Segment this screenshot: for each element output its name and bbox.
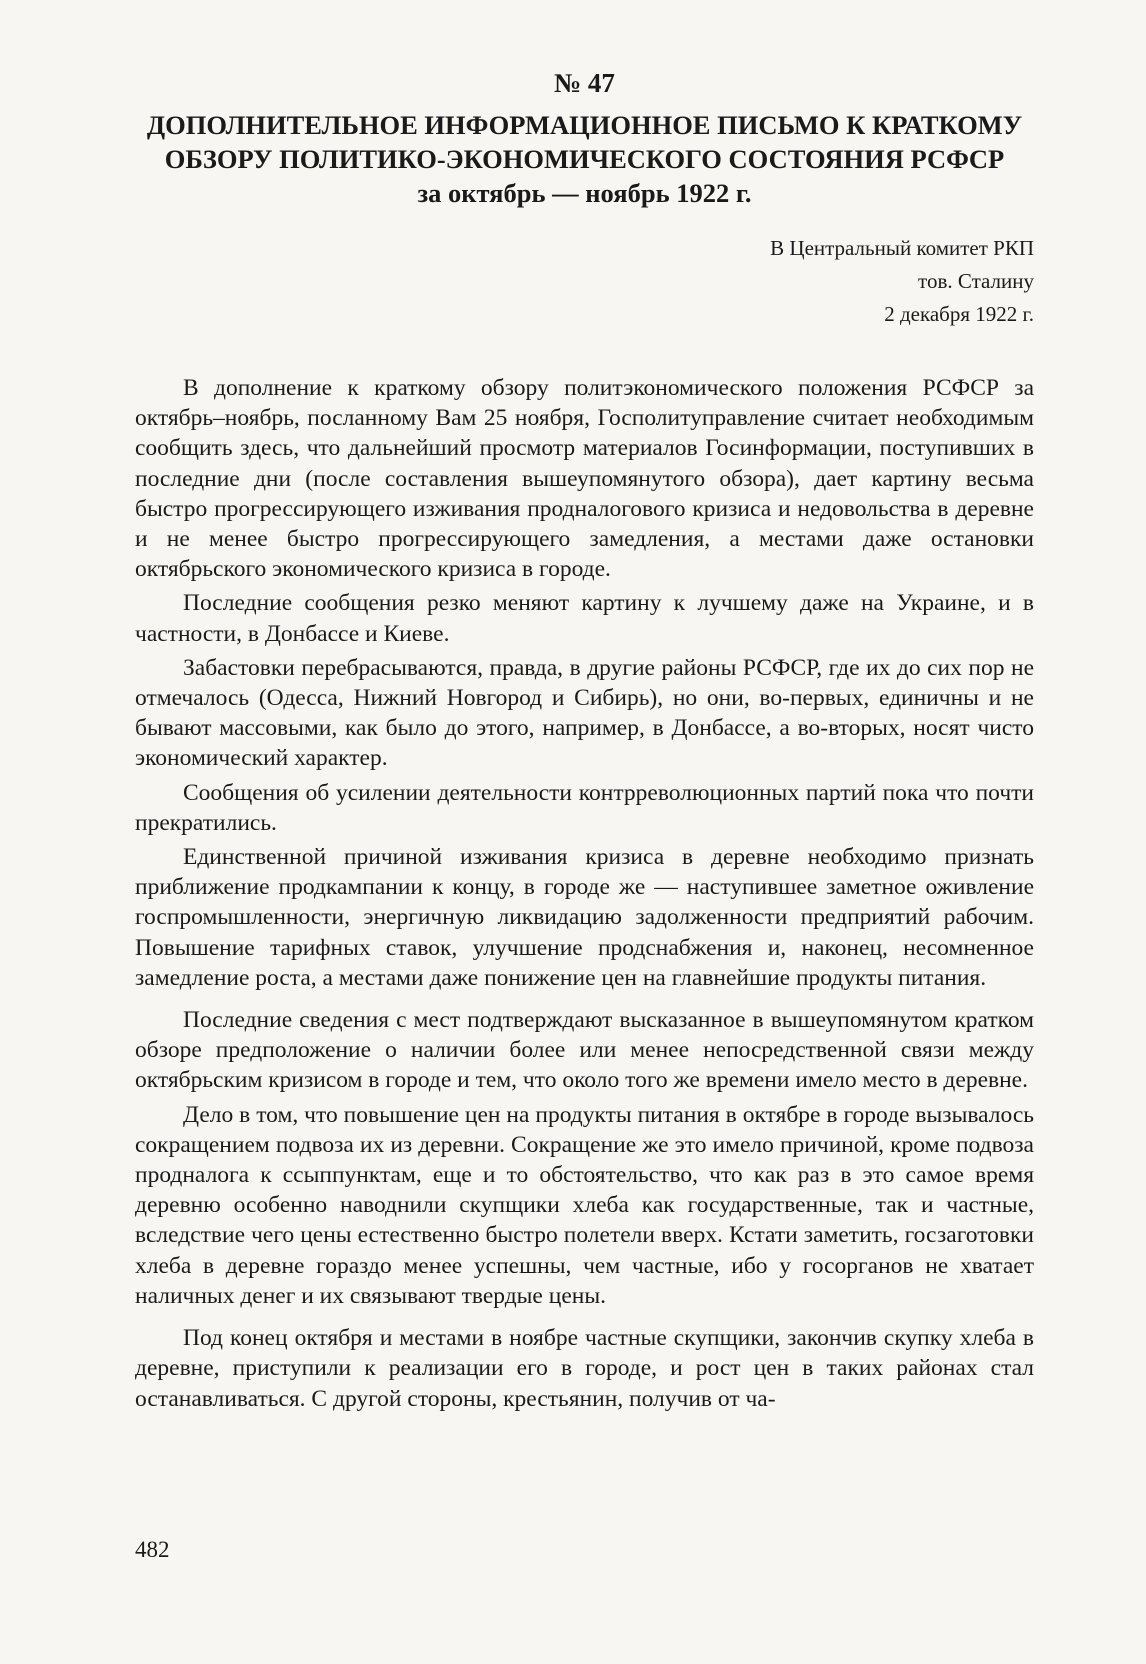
paragraph: В дополнение к краткому обзору политэкономического положения РСФСР за октябрь–ноябрь, посланному Вам 25 ноября, Госполитуправление считает необходимым сообщить здесь, что дальнейший просмотр материалов Госинформации, поступивших в последние дни (после составления вышеупомянутого обзора), дает картину весьма быстро прогрессирующего изживания продналогового кризиса и недовольства в деревне и не менее быстро прогрессирующего замедления, а местами даже остановки октябрьского экономического кризиса в городе.	[135, 375, 1034, 583]
title-line: ОБЗОРУ ПОЛИТИКО-ЭКОНОМИЧЕСКОГО СОСТОЯНИЯ РСФСР	[164, 144, 1005, 174]
document-date: 2 декабря 1922 г.	[884, 302, 1034, 326]
paragraph: Дело в том, что повышение цен на продукты питания в октябре в городе вызывалось сокращением подвоза их из деревни. Сокращение же это имело причиной, кроме подвоза продналога к ссыппунктам, еще и то обстоятельство, что как раз в это самое время деревню особенно наводнили скупщики хлеба как государственные, так и частные, вследствие чего цены естественно быстро полетели вверх. Кстати заметить, госзаготовки хлеба в деревне гораздо менее успешны, чем частные, ибо у госорганов не хватает наличных денег и их связывают твердые цены.	[135, 1101, 1034, 1309]
paragraph: Сообщения об усилении деятельности контрреволюционных партий пока что почти прекратились.	[135, 779, 1034, 836]
body-text	[135, 373, 1034, 1414]
paragraph: Под конец октября и местами в ноябре частные скупщики, закончив скупку хлеба в деревне, приступили к реализации его в городе, и рост цен в таких районах стал останавливаться. С другой стороны, крестьянин, получив от ча-	[135, 1325, 1034, 1412]
title-line: ДОПОЛНИТЕЛЬНОЕ ИНФОРМАЦИОННОЕ ПИСЬМО К КРАТКОМУ	[146, 110, 1023, 140]
addressee-recipient: В Центральный комитет РКП	[770, 236, 1034, 260]
document-title	[135, 108, 1034, 210]
addressee-person: тов. Сталину	[918, 269, 1034, 293]
title-line: за октябрь — ноябрь 1922 г.	[417, 178, 752, 208]
addressee-block	[135, 232, 1034, 331]
document-number: № 47	[554, 68, 615, 98]
paragraph: Единственной причиной изживания кризиса в деревне необходимо признать приближение продкампании к концу, в городе же — наступившее заметное оживление госпромышленности, энергичную ликвидацию задолженности предприятий рабочим. Повышение тарифных ставок, улучшение продснабжения и, наконец, несомненное замедление роста, а местами даже понижение цен на главнейшие продукты питания.	[135, 844, 1034, 991]
paragraph: Забастовки перебрасываются, правда, в другие районы РСФСР, где их до сих пор не отмечалось (Одесса, Нижний Новгород и Сибирь), но они, во-первых, единичны и не бывают массовыми, как было до этого, например, в Донбассе, а во-вторых, носят чисто экономический характер.	[135, 654, 1034, 772]
paragraph: Последние сообщения резко меняют картину к лучшему даже на Украине, и в частности, в Донбассе и Киеве.	[135, 590, 1034, 647]
page-number: 482	[135, 1537, 170, 1562]
paragraph: Последние сведения с мест подтверждают высказанное в вышеупомянутом кратком обзоре предположение о наличии более или менее непосредственной связи между октябрьским кризисом в городе и тем, что около того же времени имело место в деревне.	[135, 1007, 1034, 1094]
